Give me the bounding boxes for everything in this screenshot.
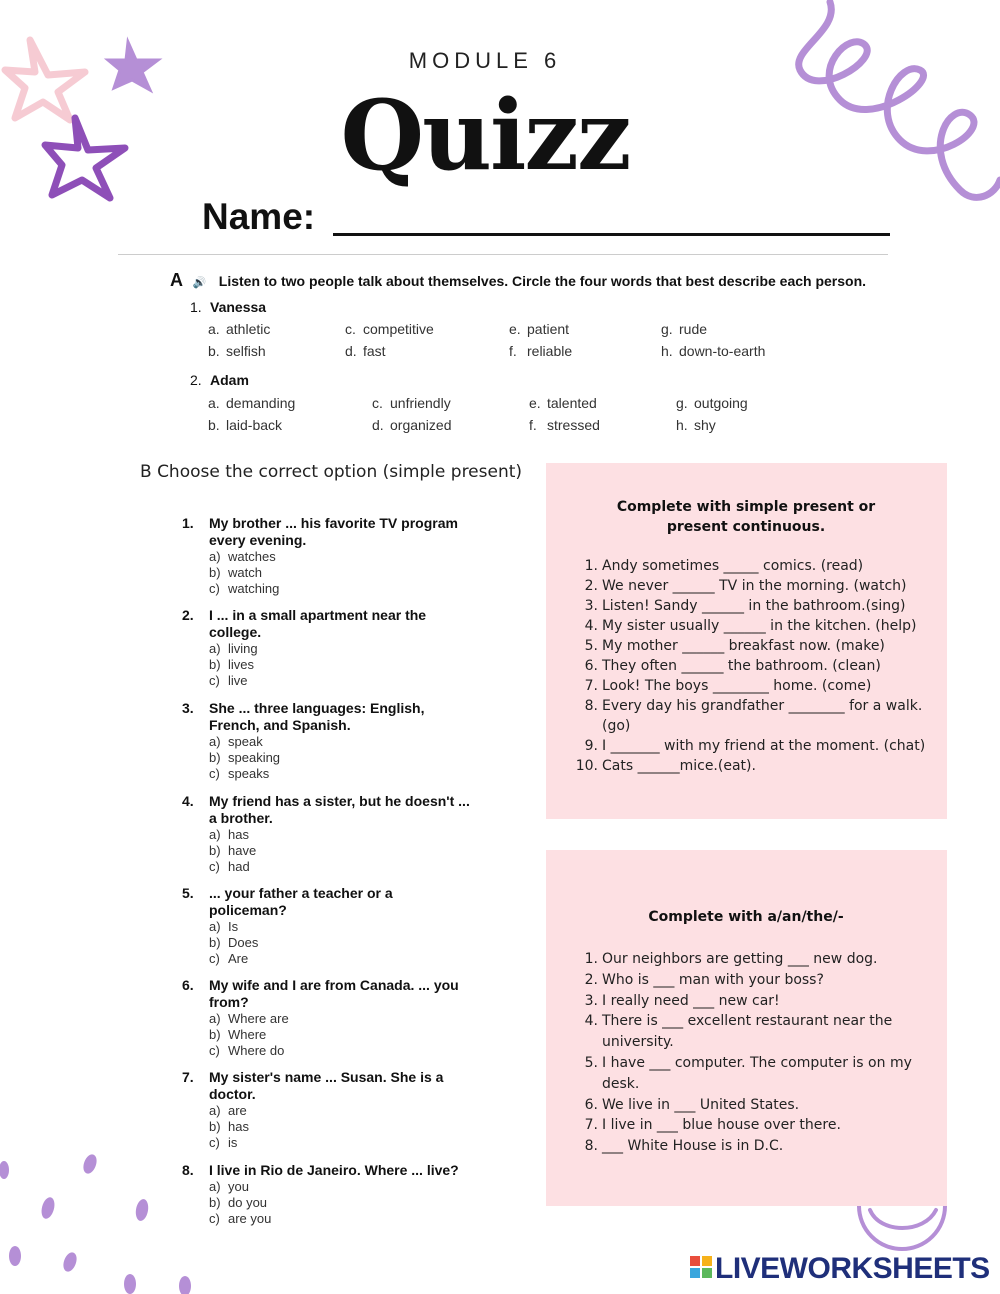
exercise-item[interactable]: 7. I live in ___ blue house over there. (584, 1117, 841, 1134)
question-item: 7. My sister's name ... Susan. She is a doctor. a) are b) has c) is (182, 1069, 472, 1151)
option-word[interactable]: g. rude (661, 321, 708, 337)
option-word[interactable]: b. laid-back (208, 417, 283, 433)
exercise-item[interactable]: 9. I _______ with my friend at the moment. (chat) (584, 738, 926, 754)
exercise-item[interactable]: 8. ___ White House is in D.C. (584, 1138, 784, 1155)
exercise-item[interactable]: 4. My sister usually ______ in the kitchen. (help) (584, 618, 917, 634)
option-word[interactable]: d. fast (345, 343, 386, 359)
answer-choice[interactable]: a) has (209, 827, 249, 842)
exercise-item[interactable]: 8. Every day his grandfather ________ for a walk. (go) (584, 698, 923, 734)
box-title: Complete with simple present or present continuous. (616, 499, 876, 535)
divider (118, 254, 888, 255)
answer-choice[interactable]: c) live (209, 673, 248, 688)
module-label: MODULE 6 (408, 48, 562, 73)
answer-choice[interactable]: a) Is (209, 919, 239, 934)
answer-choice[interactable]: a) you (209, 1179, 249, 1194)
exercise-item[interactable]: 7. Look! The boys ________ home. (come) (584, 678, 872, 694)
person-heading: 1. Vanessa (190, 299, 267, 315)
option-word[interactable]: g. outgoing (676, 395, 748, 411)
question-item: 4. My friend has a sister, but he doesn't ... a brother. a) has b) have c) had (182, 793, 472, 875)
answer-choice[interactable]: b) Does (209, 935, 259, 950)
page-title: Quizz (340, 79, 630, 192)
answer-choice[interactable]: c) watching (209, 581, 280, 596)
answer-choice[interactable]: c) Where do (209, 1043, 285, 1058)
answer-choice[interactable]: c) speaks (209, 766, 270, 781)
exercise-item[interactable]: 5. My mother ______ breakfast now. (make) (584, 638, 885, 654)
exercise-item[interactable]: 5. I have ___ computer. The computer is on my desk. (584, 1054, 912, 1092)
option-word[interactable]: f. reliable (509, 343, 573, 359)
answer-choice[interactable]: a) living (209, 641, 258, 656)
answer-choice[interactable]: a) are (209, 1103, 247, 1118)
answer-choice[interactable]: c) are you (209, 1211, 272, 1226)
question-item: 8. I live in Rio de Janeiro. Where ... live? a) you b) do you c) are you (182, 1162, 472, 1227)
answer-choice[interactable]: b) has (209, 1119, 249, 1134)
question-stem: My friend has a sister, but he doesn't ... a brother. (209, 793, 470, 826)
exercise-item[interactable]: 6. They often ______ the bathroom. (clean) (584, 658, 881, 674)
answer-choice[interactable]: c) had (209, 859, 250, 874)
exercise-item[interactable]: 10. Cats ______mice.(eat). (575, 758, 756, 774)
answer-choice[interactable]: b) Where (209, 1027, 267, 1042)
option-word[interactable]: a. demanding (208, 395, 296, 411)
question-stem: ... your father a teacher or a policeman? (209, 885, 393, 918)
exercise-item[interactable]: 3. I really need ___ new car! (584, 992, 780, 1009)
decorative-dots (0, 1150, 200, 1294)
question-stem: I live in Rio de Janeiro. Where ... live? (209, 1162, 459, 1178)
question-item: 3. She ... three languages: English, French, and Spanish. a) speak b) speaking c) speaks (182, 700, 472, 782)
question-stem: My wife and I are from Canada. ... you from? (209, 977, 459, 1010)
name-label: Name: (202, 196, 316, 237)
answer-choice[interactable]: a) Where are (209, 1011, 289, 1026)
exercise-item[interactable]: 2. We never ______ TV in the morning. (watch) (584, 578, 907, 594)
answer-choice[interactable]: c) is (209, 1135, 238, 1150)
question-item: 2. I ... in a small apartment near the college. a) living b) lives c) live (182, 607, 472, 689)
option-word[interactable]: e. talented (529, 395, 597, 411)
option-word[interactable]: h. down-to-earth (661, 343, 766, 359)
person-name: Vanessa (210, 299, 267, 315)
answer-choice[interactable]: c) Are (209, 951, 249, 966)
exercise-item[interactable]: 4. There is ___ excellent restaurant near the university. (584, 1013, 893, 1051)
question-stem: My sister's name ... Susan. She is a doctor. (209, 1069, 444, 1102)
present-tense-exercise-box (546, 463, 947, 819)
option-word[interactable]: f. stressed (529, 417, 600, 433)
speaker-icon: 🔊 (192, 277, 207, 289)
answer-choice[interactable]: b) have (209, 843, 257, 858)
section-a-letter: A (170, 270, 183, 290)
option-word[interactable]: d. organized (372, 417, 452, 433)
question-item: 5. ... your father a teacher or a policeman? a) Is b) Does c) Are (182, 885, 472, 967)
option-word[interactable]: c. unfriendly (372, 395, 451, 411)
exercise-item[interactable]: 1. Andy sometimes _____ comics. (read) (584, 558, 864, 574)
option-word[interactable]: a. athletic (208, 321, 271, 337)
name-answer-line[interactable] (333, 233, 890, 236)
exercise-item[interactable]: 6. We live in ___ United States. (584, 1096, 800, 1113)
exercise-item[interactable]: 1. Our neighbors are getting ___ new dog. (584, 951, 878, 967)
question-item: 6. My wife and I are from Canada. ... you from? a) Where are b) Where c) Where do (182, 977, 472, 1059)
exercise-item[interactable]: 3. Listen! Sandy ______ in the bathroom.(sing) (584, 598, 906, 614)
question-stem: I ... in a small apartment near the college. (209, 607, 427, 640)
exercise-item[interactable]: 2. Who is ___ man with your boss? (584, 971, 824, 988)
liveworksheets-logo[interactable] (690, 1252, 990, 1286)
person-name: Adam (210, 372, 249, 388)
section-b-title: B Choose the correct option (simple present) (140, 462, 523, 482)
option-word[interactable]: h. shy (676, 417, 716, 433)
question-stem: She ... three languages: English, French, and Spanish. (209, 700, 425, 733)
answer-choice[interactable]: b) watch (209, 565, 262, 580)
question-stem: My brother ... his favorite TV program every evening. (209, 515, 458, 548)
answer-choice[interactable]: b) lives (209, 657, 255, 672)
answer-choice[interactable]: b) speaking (209, 750, 281, 765)
answer-choice[interactable]: b) do you (209, 1195, 268, 1210)
logo-text: LIVEWORKSHEETS (715, 1252, 990, 1285)
section-a-instruction: Listen to two people talk about themselves. Circle the four words that best describe each person. (218, 273, 867, 289)
answer-choice[interactable]: a) speak (209, 734, 263, 749)
option-word[interactable]: c. competitive (345, 321, 434, 337)
question-item: 1. My brother ... his favorite TV program every evening. a) watches b) watch c) watching (182, 515, 472, 597)
option-word[interactable]: b. selfish (208, 343, 266, 359)
person-heading: 2. Adam (190, 372, 249, 388)
option-word[interactable]: e. patient (509, 321, 570, 337)
articles-exercise-box (546, 850, 947, 1206)
liveworksheets-icon (690, 1256, 712, 1278)
answer-choice[interactable]: a) watches (209, 549, 276, 564)
box-title: Complete with a/an/the/- (648, 909, 844, 925)
section-a-header (170, 270, 866, 291)
